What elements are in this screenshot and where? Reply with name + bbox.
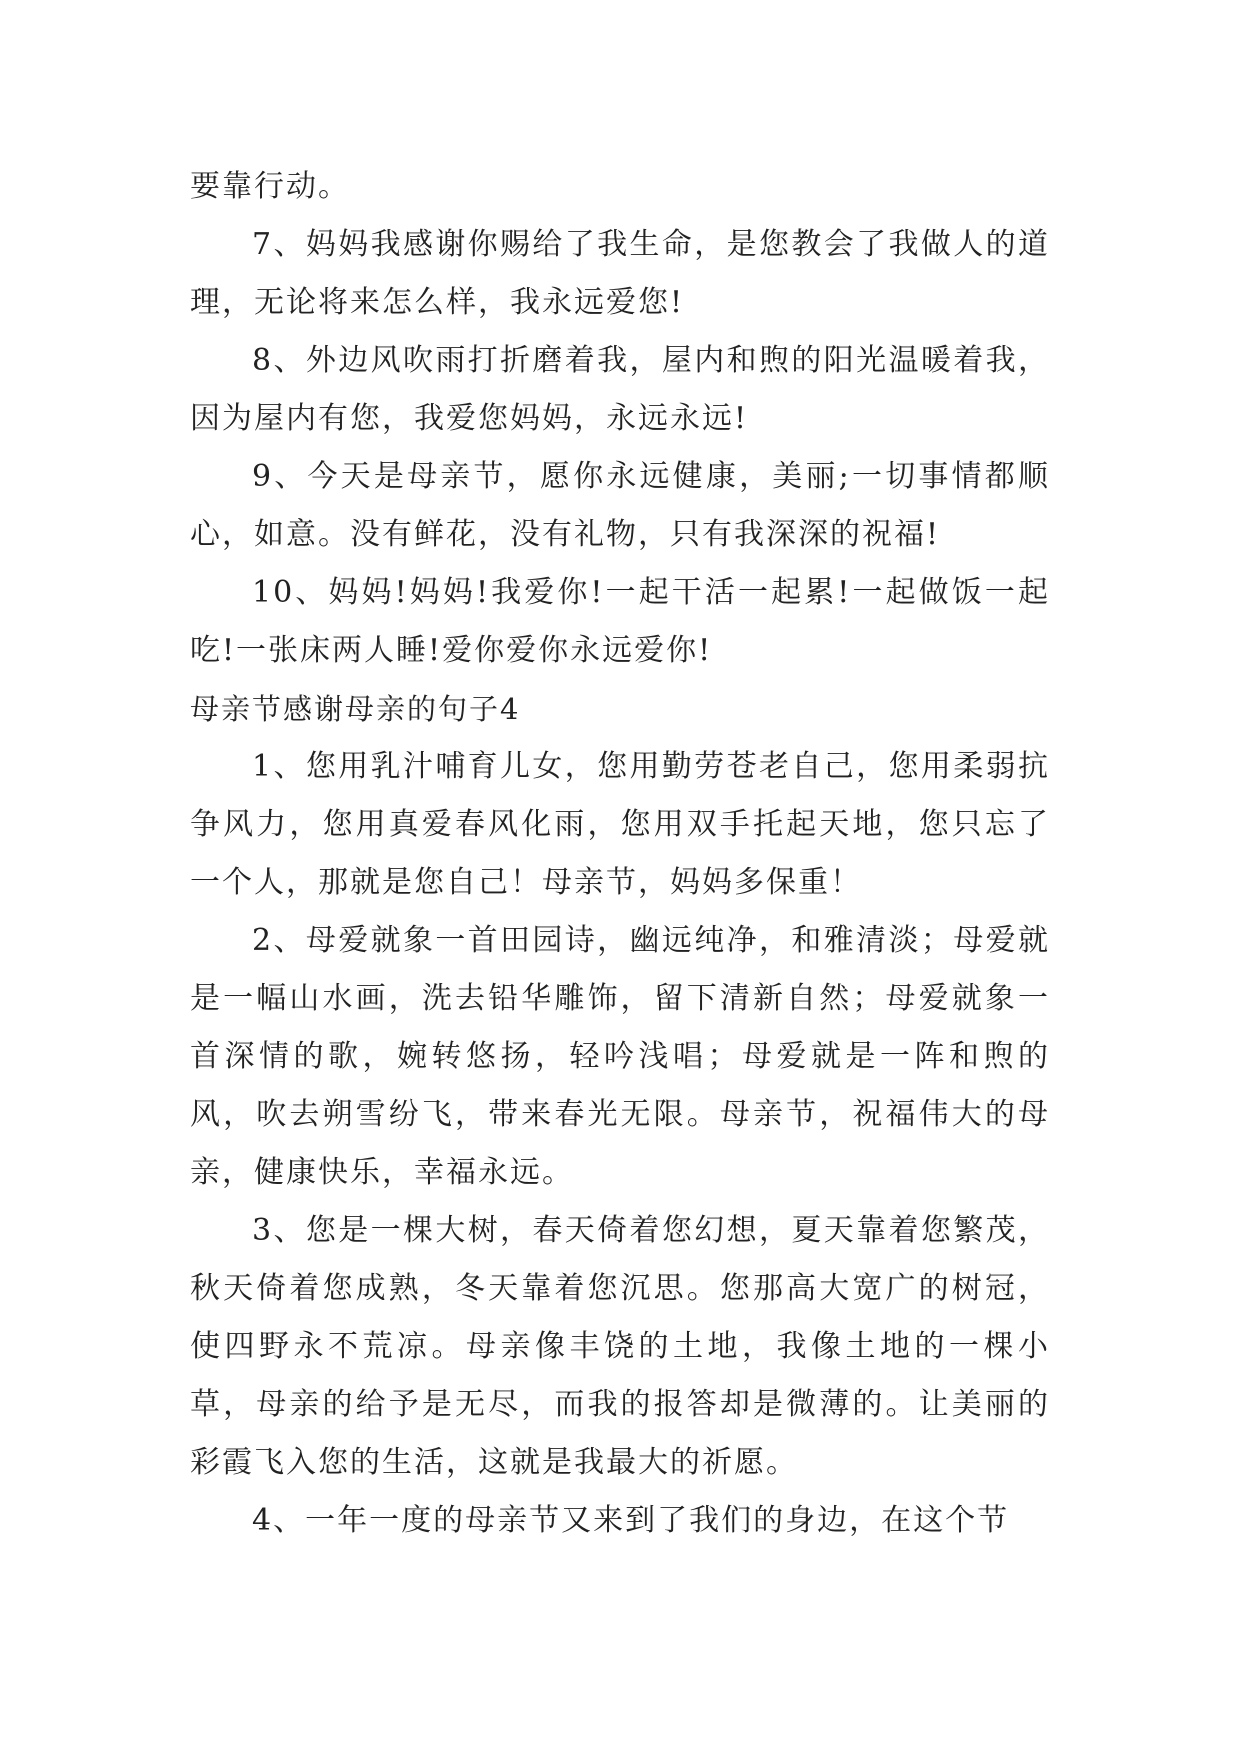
paragraph-item-7: 7、妈妈我感谢你赐给了我生命，是您教会了我做人的道理，无论将来怎么样，我永远爱您! [190, 227, 1050, 320]
paragraph-item-2: 2、母爱就象一首田园诗，幽远纯净，和雅清淡；母爱就是一幅山水画，洗去铅华雕饰，留下清新自然；母爱就象一首深情的歌，婉转悠扬，轻吟浅唱；母爱就是一阵和煦的风，吹去朔雪纷飞，带来春光无限。母亲节，祝福伟大的母亲，健康快乐，幸福永远。 [190, 923, 1050, 1190]
paragraph-item-1: 1、您用乳汁哺育儿女，您用勤劳苍老自己，您用柔弱抗争风力，您用真爱春风化雨，您用双手托起天地，您只忘了一个人，那就是您自己！母亲节，妈妈多保重！ [190, 749, 1050, 900]
paragraph-item-4: 4、一年一度的母亲节又来到了我们的身边，在这个节 [252, 1503, 1010, 1538]
paragraph-item-3: 3、您是一棵大树，春天倚着您幻想，夏天靠着您繁茂，秋天倚着您成熟，冬天靠着您沉思。您那高大宽广的树冠，使四野永不荒凉。母亲像丰饶的土地，我像土地的一棵小草，母亲的给予是无尽，而我的报答却是微薄的。让美丽的彩霞飞入您的生活，这就是我最大的祈愿。 [190, 1213, 1050, 1480]
continuation-text: 要靠行动。 [190, 169, 350, 204]
paragraph-item-8: 8、外边风吹雨打折磨着我，屋内和煦的阳光温暖着我，因为屋内有您，我爱您妈妈，永远永远! [190, 343, 1050, 436]
document-body [190, 158, 1050, 1550]
paragraph-item-9: 9、今天是母亲节，愿你永远健康，美丽;一切事情都顺心，如意。没有鲜花，没有礼物，只有我深深的祝福! [190, 459, 1050, 552]
section-heading: 母亲节感谢母亲的句子4 [190, 692, 521, 726]
paragraph-item-10: 10、妈妈!妈妈!我爱你!一起干活一起累!一起做饭一起吃!一张床两人睡!爱你爱你永远爱你! [190, 575, 1050, 668]
